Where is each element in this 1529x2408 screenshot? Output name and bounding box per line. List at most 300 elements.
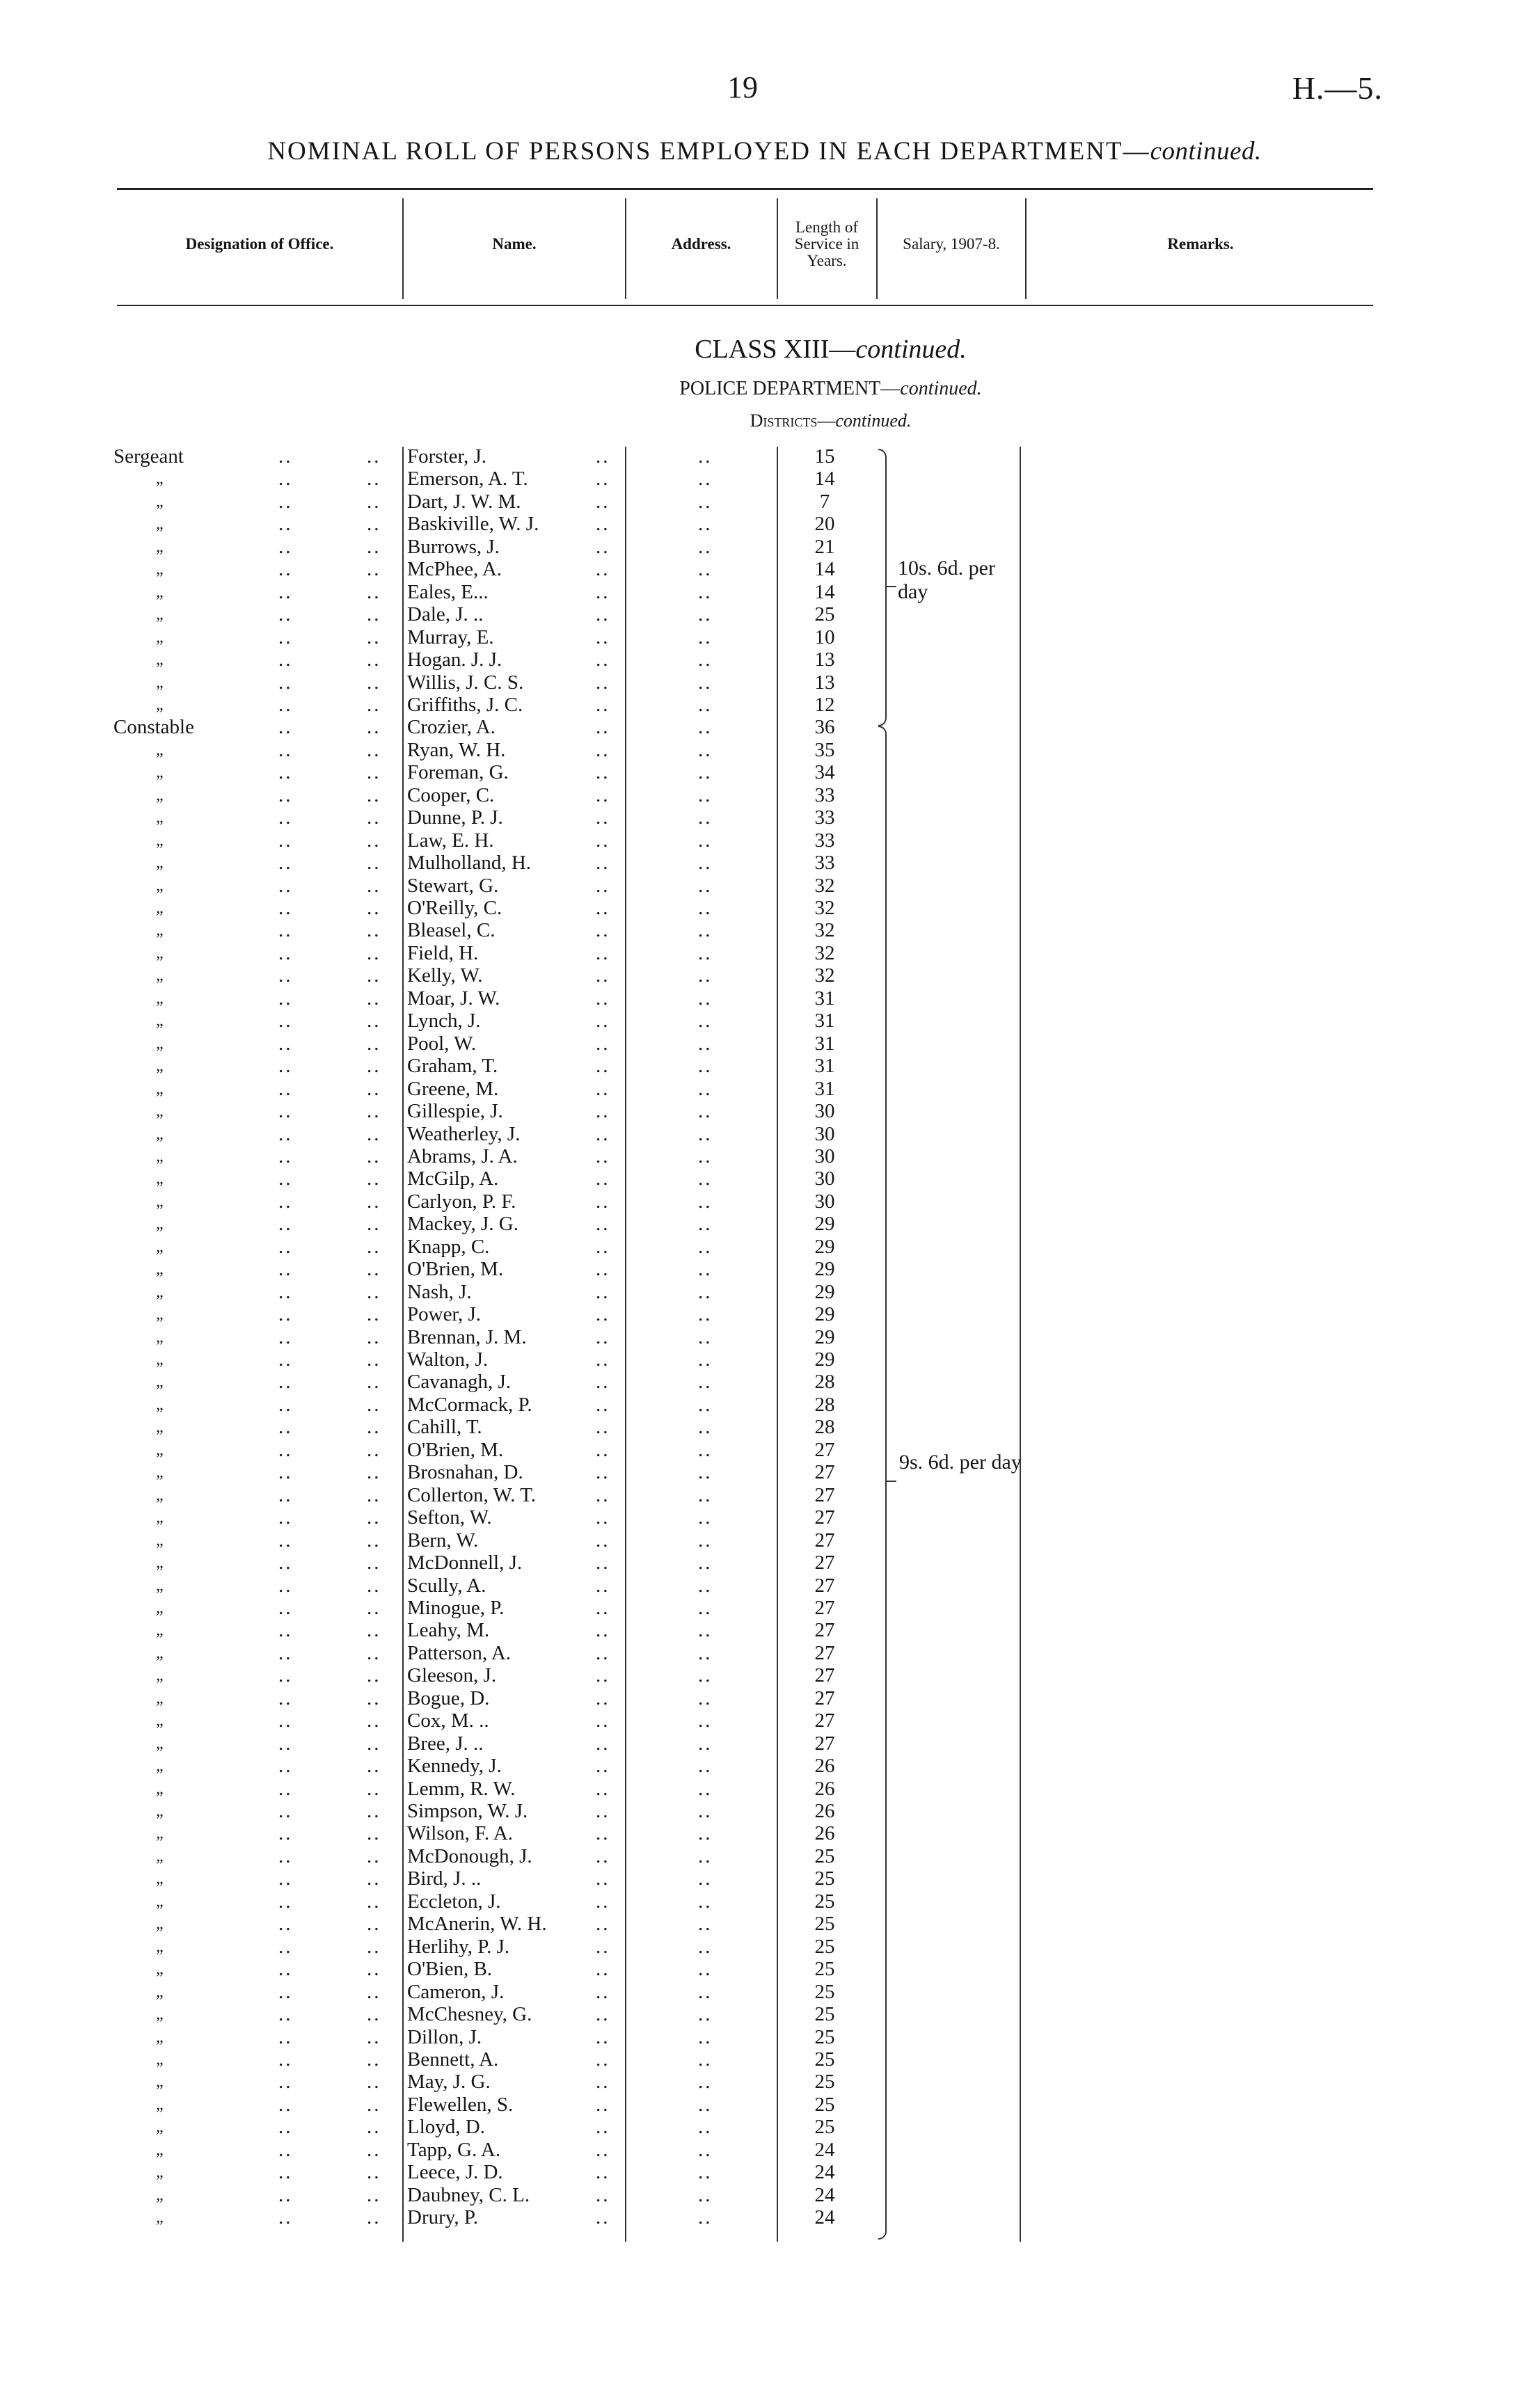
leader-dots: .. bbox=[596, 783, 610, 806]
leader-dots: .. bbox=[698, 1235, 713, 1258]
table-row bbox=[0, 2184, 1529, 2206]
ditto-mark: „ bbox=[156, 1079, 166, 1098]
years-cell: 27 bbox=[814, 1596, 835, 1619]
ditto-mark: „ bbox=[156, 2073, 166, 2091]
table-row bbox=[0, 1371, 1529, 1393]
ditto-mark: „ bbox=[156, 651, 166, 669]
leader-dots: .. bbox=[596, 1574, 610, 1597]
brace-constables-tip bbox=[887, 1481, 896, 1482]
class-heading-continued: continued. bbox=[855, 335, 967, 364]
leader-dots: .. bbox=[278, 1393, 293, 1416]
leader-dots: .. bbox=[596, 1822, 610, 1845]
leader-dots: .. bbox=[367, 1958, 381, 1981]
leader-dots: .. bbox=[596, 1867, 610, 1890]
leader-dots: .. bbox=[596, 1371, 610, 1394]
leader-dots: .. bbox=[367, 1100, 381, 1123]
leader-dots: .. bbox=[596, 1167, 610, 1190]
years-cell: 25 bbox=[814, 2048, 835, 2071]
leader-dots: .. bbox=[367, 2048, 381, 2071]
leader-dots: .. bbox=[698, 1461, 713, 1484]
leader-dots: .. bbox=[698, 1100, 713, 1123]
leader-dots: .. bbox=[367, 1483, 381, 1506]
header-divider bbox=[402, 198, 404, 299]
years-cell: 27 bbox=[814, 1438, 835, 1461]
ditto-mark: „ bbox=[156, 1892, 166, 1911]
leader-dots: .. bbox=[367, 987, 381, 1010]
leader-dots: .. bbox=[278, 829, 293, 852]
ditto-mark: „ bbox=[156, 1621, 166, 1640]
leader-dots: .. bbox=[367, 1348, 381, 1371]
leader-dots: .. bbox=[698, 1958, 713, 1981]
table-row bbox=[0, 1552, 1529, 1574]
years-cell: 27 bbox=[814, 1732, 835, 1755]
table-row bbox=[0, 806, 1529, 829]
name-cell: Field, H. bbox=[407, 941, 479, 964]
table-row bbox=[0, 1123, 1529, 1145]
leader-dots: .. bbox=[698, 671, 713, 694]
leader-dots: .. bbox=[278, 783, 293, 806]
leader-dots: .. bbox=[367, 1732, 381, 1755]
years-cell: 27 bbox=[814, 1619, 835, 1642]
table-row bbox=[0, 558, 1529, 580]
leader-dots: .. bbox=[278, 1077, 293, 1100]
table-row bbox=[0, 513, 1529, 535]
leader-dots: .. bbox=[698, 1167, 713, 1190]
name-cell: Mulholland, H. bbox=[407, 852, 532, 875]
name-cell: Power, J. bbox=[407, 1303, 481, 1326]
leader-dots: .. bbox=[698, 941, 713, 964]
leader-dots: .. bbox=[278, 2071, 293, 2094]
leader-dots: .. bbox=[278, 558, 293, 581]
leader-dots: .. bbox=[698, 829, 713, 852]
leader-dots: .. bbox=[596, 1980, 610, 2003]
name-cell: Baskiville, W. J. bbox=[407, 513, 539, 536]
leader-dots: .. bbox=[367, 2116, 381, 2139]
table-row bbox=[0, 1867, 1529, 1890]
ditto-mark: „ bbox=[156, 2208, 166, 2227]
leader-dots: .. bbox=[698, 1664, 713, 1687]
leader-dots: .. bbox=[278, 1280, 293, 1303]
table-row bbox=[0, 1845, 1529, 1867]
table-row bbox=[0, 1619, 1529, 1641]
leader-dots: .. bbox=[698, 625, 713, 648]
years-cell: 25 bbox=[814, 2116, 835, 2139]
years-cell: 29 bbox=[814, 1348, 835, 1371]
leader-dots: .. bbox=[278, 513, 293, 536]
leader-dots: .. bbox=[698, 716, 713, 739]
years-cell: 27 bbox=[814, 1664, 835, 1687]
leader-dots: .. bbox=[596, 874, 610, 897]
years-cell: 29 bbox=[814, 1258, 835, 1281]
table-row bbox=[0, 1890, 1529, 1913]
leader-dots: .. bbox=[367, 1461, 381, 1484]
leader-dots: .. bbox=[367, 468, 381, 491]
leader-dots: .. bbox=[698, 1890, 713, 1913]
ditto-mark: „ bbox=[156, 2118, 166, 2137]
table-row bbox=[0, 1303, 1529, 1325]
leader-dots: .. bbox=[698, 1438, 713, 1461]
leader-dots: .. bbox=[367, 1213, 381, 1236]
ditto-mark: „ bbox=[156, 1779, 166, 1798]
leader-dots: .. bbox=[367, 1032, 381, 1055]
name-cell: Scully, A. bbox=[407, 1574, 486, 1597]
years-cell: 27 bbox=[814, 1574, 835, 1597]
leader-dots: .. bbox=[698, 1122, 713, 1145]
leader-dots: .. bbox=[367, 1077, 381, 1100]
ditto-mark: „ bbox=[156, 1282, 166, 1301]
name-cell: McGilp, A. bbox=[407, 1167, 499, 1190]
name-cell: McDonnell, J. bbox=[407, 1552, 523, 1574]
leader-dots: .. bbox=[278, 1483, 293, 1506]
leader-dots: .. bbox=[698, 964, 713, 987]
leader-dots: .. bbox=[698, 1032, 713, 1055]
name-cell: Griffiths, J. C. bbox=[407, 693, 523, 716]
years-cell: 28 bbox=[814, 1416, 835, 1439]
leader-dots: .. bbox=[698, 2093, 713, 2116]
years-cell: 12 bbox=[814, 693, 835, 716]
years-cell: 33 bbox=[814, 806, 835, 829]
years-cell: 25 bbox=[814, 2025, 835, 2048]
years-cell: 29 bbox=[814, 1213, 835, 1236]
leader-dots: .. bbox=[367, 1258, 381, 1281]
leader-dots: .. bbox=[278, 2116, 293, 2139]
ditto-mark: „ bbox=[156, 1824, 166, 1843]
table-row bbox=[0, 942, 1529, 964]
table-row bbox=[0, 1913, 1529, 1935]
leader-dots: .. bbox=[367, 1596, 381, 1619]
years-cell: 20 bbox=[814, 513, 835, 536]
ditto-mark: „ bbox=[156, 2163, 166, 2182]
years-cell: 27 bbox=[814, 1709, 835, 1732]
years-cell: 25 bbox=[814, 1867, 835, 1890]
col-header-salary: Salary, 1907-8. bbox=[903, 234, 1000, 253]
name-cell: Herlihy, P. J. bbox=[407, 1935, 510, 1958]
leader-dots: .. bbox=[596, 1890, 610, 1913]
leader-dots: .. bbox=[367, 964, 381, 987]
page-title-continued: continued. bbox=[1150, 137, 1262, 166]
leader-dots: .. bbox=[596, 1010, 610, 1032]
leader-dots: .. bbox=[596, 1100, 610, 1123]
years-cell: 32 bbox=[814, 874, 835, 897]
ditto-mark: „ bbox=[156, 582, 166, 601]
ditto-mark: „ bbox=[156, 763, 166, 782]
name-cell: Willis, J. C. S. bbox=[407, 671, 524, 694]
leader-dots: .. bbox=[596, 1055, 610, 1078]
leader-dots: .. bbox=[278, 2206, 293, 2229]
name-cell: Gillespie, J. bbox=[407, 1100, 503, 1123]
leader-dots: .. bbox=[698, 919, 713, 942]
years-cell: 30 bbox=[814, 1145, 835, 1167]
leader-dots: .. bbox=[596, 693, 610, 716]
leader-dots: .. bbox=[278, 1213, 293, 1236]
leader-dots: .. bbox=[278, 535, 293, 558]
leader-dots: .. bbox=[278, 580, 293, 603]
leader-dots: .. bbox=[698, 490, 713, 513]
years-cell: 27 bbox=[814, 1641, 835, 1664]
ditto-mark: „ bbox=[156, 1215, 166, 1234]
leader-dots: .. bbox=[278, 919, 293, 942]
ditto-mark: „ bbox=[156, 899, 166, 917]
header-top-rule bbox=[117, 188, 1373, 190]
page-reference: H.—5. bbox=[1292, 70, 1383, 106]
leader-dots: .. bbox=[596, 1416, 610, 1439]
leader-dots: .. bbox=[278, 693, 293, 716]
leader-dots: .. bbox=[278, 1190, 293, 1213]
leader-dots: .. bbox=[596, 897, 610, 919]
leader-dots: .. bbox=[367, 1145, 381, 1167]
leader-dots: .. bbox=[698, 1145, 713, 1167]
leader-dots: .. bbox=[698, 2138, 713, 2161]
leader-dots: .. bbox=[278, 987, 293, 1010]
leader-dots: .. bbox=[596, 1506, 610, 1529]
leader-dots: .. bbox=[367, 1235, 381, 1258]
table-row bbox=[0, 1822, 1529, 1844]
table-row bbox=[0, 1326, 1529, 1348]
leader-dots: .. bbox=[367, 513, 381, 536]
leader-dots: .. bbox=[278, 1032, 293, 1055]
years-cell: 28 bbox=[814, 1371, 835, 1394]
leader-dots: .. bbox=[698, 693, 713, 716]
leader-dots: .. bbox=[367, 941, 381, 964]
leader-dots: .. bbox=[698, 2048, 713, 2071]
years-cell: 32 bbox=[814, 941, 835, 964]
name-cell: Dillon, J. bbox=[407, 2025, 482, 2048]
table-row bbox=[0, 1597, 1529, 1619]
name-cell: McPhee, A. bbox=[407, 558, 502, 581]
leader-dots: .. bbox=[278, 2025, 293, 2048]
leader-dots: .. bbox=[596, 1077, 610, 1100]
leader-dots: .. bbox=[367, 625, 381, 648]
leader-dots: .. bbox=[367, 693, 381, 716]
leader-dots: .. bbox=[278, 1641, 293, 1664]
years-cell: 26 bbox=[814, 1822, 835, 1845]
leader-dots: .. bbox=[367, 806, 381, 829]
ditto-mark: „ bbox=[156, 1350, 166, 1369]
years-cell: 30 bbox=[814, 1100, 835, 1123]
leader-dots: .. bbox=[367, 1552, 381, 1574]
leader-dots: .. bbox=[367, 2183, 381, 2206]
leader-dots: .. bbox=[278, 1958, 293, 1981]
years-cell: 14 bbox=[814, 580, 835, 603]
ditto-mark: „ bbox=[156, 695, 166, 714]
years-cell: 29 bbox=[814, 1325, 835, 1348]
leader-dots: .. bbox=[698, 445, 713, 468]
name-cell: Knapp, C. bbox=[407, 1235, 490, 1258]
leader-dots: .. bbox=[596, 1032, 610, 1055]
brace-constables bbox=[878, 726, 887, 2240]
leader-dots: .. bbox=[698, 648, 713, 671]
leader-dots: .. bbox=[278, 716, 293, 739]
leader-dots: .. bbox=[596, 1325, 610, 1348]
leader-dots: .. bbox=[367, 1619, 381, 1642]
leader-dots: .. bbox=[596, 468, 610, 491]
table-row bbox=[0, 1348, 1529, 1371]
brace-sergeants-tip bbox=[887, 586, 896, 587]
leader-dots: .. bbox=[367, 2071, 381, 2094]
ditto-mark: „ bbox=[156, 1237, 166, 1256]
ditto-mark: „ bbox=[156, 1463, 166, 1482]
leader-dots: .. bbox=[596, 1235, 610, 1258]
years-cell: 7 bbox=[819, 490, 830, 513]
leader-dots: .. bbox=[698, 1190, 713, 1213]
leader-dots: .. bbox=[596, 1258, 610, 1281]
ditto-mark: „ bbox=[156, 1915, 166, 1933]
name-cell: Law, E. H. bbox=[407, 829, 494, 852]
leader-dots: .. bbox=[596, 490, 610, 513]
leader-dots: .. bbox=[278, 1596, 293, 1619]
table-row bbox=[0, 1010, 1529, 1032]
leader-dots: .. bbox=[698, 1077, 713, 1100]
leader-dots: .. bbox=[698, 1709, 713, 1732]
table-row bbox=[0, 829, 1529, 852]
ditto-mark: „ bbox=[156, 1034, 166, 1053]
leader-dots: .. bbox=[367, 1122, 381, 1145]
leader-dots: .. bbox=[596, 987, 610, 1010]
name-cell: Lloyd, D. bbox=[407, 2116, 485, 2139]
designation-cell: Sergeant bbox=[113, 445, 184, 468]
leader-dots: .. bbox=[596, 445, 610, 468]
ditto-mark: „ bbox=[156, 1057, 166, 1076]
leader-dots: .. bbox=[278, 874, 293, 897]
leader-dots: .. bbox=[278, 1890, 293, 1913]
leader-dots: .. bbox=[367, 445, 381, 468]
ditto-mark: „ bbox=[156, 492, 166, 511]
leader-dots: .. bbox=[596, 1483, 610, 1506]
leader-dots: .. bbox=[367, 2003, 381, 2026]
leader-dots: .. bbox=[698, 1687, 713, 1709]
leader-dots: .. bbox=[596, 1687, 610, 1709]
leader-dots: .. bbox=[367, 1980, 381, 2003]
leader-dots: .. bbox=[698, 1913, 713, 1936]
leader-dots: .. bbox=[596, 671, 610, 694]
leader-dots: .. bbox=[698, 1800, 713, 1822]
leader-dots: .. bbox=[278, 738, 293, 761]
leader-dots: .. bbox=[278, 603, 293, 626]
leader-dots: .. bbox=[367, 1822, 381, 1845]
ditto-mark: „ bbox=[156, 1982, 166, 2001]
leader-dots: .. bbox=[596, 1280, 610, 1303]
leader-dots: .. bbox=[596, 1438, 610, 1461]
table-row bbox=[0, 1078, 1529, 1100]
leader-dots: .. bbox=[367, 558, 381, 581]
leader-dots: .. bbox=[698, 1529, 713, 1552]
leader-dots: .. bbox=[596, 603, 610, 626]
years-cell: 24 bbox=[814, 2183, 835, 2206]
table-row bbox=[0, 987, 1529, 1010]
ditto-mark: „ bbox=[156, 1802, 166, 1820]
leader-dots: .. bbox=[698, 1552, 713, 1574]
ditto-mark: „ bbox=[156, 1373, 166, 1392]
table-row bbox=[0, 1732, 1529, 1755]
leader-dots: .. bbox=[367, 1890, 381, 1913]
years-cell: 14 bbox=[814, 468, 835, 491]
table-row bbox=[0, 1687, 1529, 1709]
leader-dots: .. bbox=[278, 1258, 293, 1281]
leader-dots: .. bbox=[367, 761, 381, 784]
years-cell: 27 bbox=[814, 1483, 835, 1506]
name-cell: Cooper, C. bbox=[407, 783, 495, 806]
name-cell: Bree, J. .. bbox=[407, 1732, 484, 1755]
leader-dots: .. bbox=[698, 1055, 713, 1078]
name-cell: Emerson, A. T. bbox=[407, 468, 528, 491]
name-cell: Burrows, J. bbox=[407, 535, 500, 558]
table-row bbox=[0, 852, 1529, 874]
leader-dots: .. bbox=[367, 2025, 381, 2048]
leader-dots: .. bbox=[278, 1935, 293, 1958]
table-row bbox=[0, 1574, 1529, 1597]
header-divider bbox=[1025, 198, 1027, 299]
leader-dots: .. bbox=[278, 806, 293, 829]
ditto-mark: „ bbox=[156, 1734, 166, 1753]
table-row bbox=[0, 1394, 1529, 1416]
leader-dots: .. bbox=[596, 580, 610, 603]
name-cell: Pool, W. bbox=[407, 1032, 477, 1055]
leader-dots: .. bbox=[596, 2093, 610, 2116]
table-row bbox=[0, 1642, 1529, 1664]
table-row bbox=[0, 1190, 1529, 1213]
ditto-mark: „ bbox=[156, 1937, 166, 1956]
years-cell: 15 bbox=[814, 445, 835, 468]
name-cell: Patterson, A. bbox=[407, 1641, 512, 1664]
table-row bbox=[0, 2139, 1529, 2161]
leader-dots: .. bbox=[367, 1935, 381, 1958]
name-cell: Cahill, T. bbox=[407, 1416, 482, 1439]
name-cell: Leece, J. D. bbox=[407, 2161, 503, 2184]
leader-dots: .. bbox=[698, 1483, 713, 1506]
leader-dots: .. bbox=[367, 829, 381, 852]
ditto-mark: „ bbox=[156, 1305, 166, 1324]
name-cell: Foreman, G. bbox=[407, 761, 509, 784]
leader-dots: .. bbox=[278, 1010, 293, 1032]
name-cell: Cox, M. .. bbox=[407, 1709, 489, 1732]
name-cell: McDonough, J. bbox=[407, 1844, 532, 1867]
name-cell: O'Bien, B. bbox=[407, 1958, 493, 1981]
leader-dots: .. bbox=[596, 1755, 610, 1778]
leader-dots: .. bbox=[698, 2161, 713, 2184]
leader-dots: .. bbox=[596, 648, 610, 671]
table-row bbox=[0, 1755, 1529, 1777]
leader-dots: .. bbox=[698, 1619, 713, 1642]
name-cell: McAnerin, W. H. bbox=[407, 1913, 547, 1936]
leader-dots: .. bbox=[596, 1552, 610, 1574]
header-divider bbox=[625, 198, 626, 299]
years-cell: 36 bbox=[814, 716, 835, 739]
table-row bbox=[0, 1167, 1529, 1190]
leader-dots: .. bbox=[278, 761, 293, 784]
leader-dots: .. bbox=[596, 1664, 610, 1687]
ditto-mark: „ bbox=[156, 1576, 166, 1595]
leader-dots: .. bbox=[596, 738, 610, 761]
table-row bbox=[0, 1213, 1529, 1235]
ditto-mark: „ bbox=[156, 1689, 166, 1707]
leader-dots: .. bbox=[698, 468, 713, 491]
header-divider bbox=[777, 198, 778, 299]
ditto-mark: „ bbox=[156, 2027, 166, 2046]
leader-dots: .. bbox=[698, 558, 713, 581]
name-cell: Stewart, G. bbox=[407, 874, 499, 897]
name-cell: McCormack, P. bbox=[407, 1393, 532, 1416]
leader-dots: .. bbox=[698, 1258, 713, 1281]
leader-dots: .. bbox=[367, 1529, 381, 1552]
name-cell: Eales, E... bbox=[407, 580, 489, 603]
leader-dots: .. bbox=[596, 716, 610, 739]
ditto-mark: „ bbox=[156, 1012, 166, 1030]
leader-dots: .. bbox=[596, 1461, 610, 1484]
leader-dots: .. bbox=[278, 852, 293, 875]
table-row bbox=[0, 2026, 1529, 2048]
years-cell: 29 bbox=[814, 1235, 835, 1258]
leader-dots: .. bbox=[596, 1958, 610, 1981]
